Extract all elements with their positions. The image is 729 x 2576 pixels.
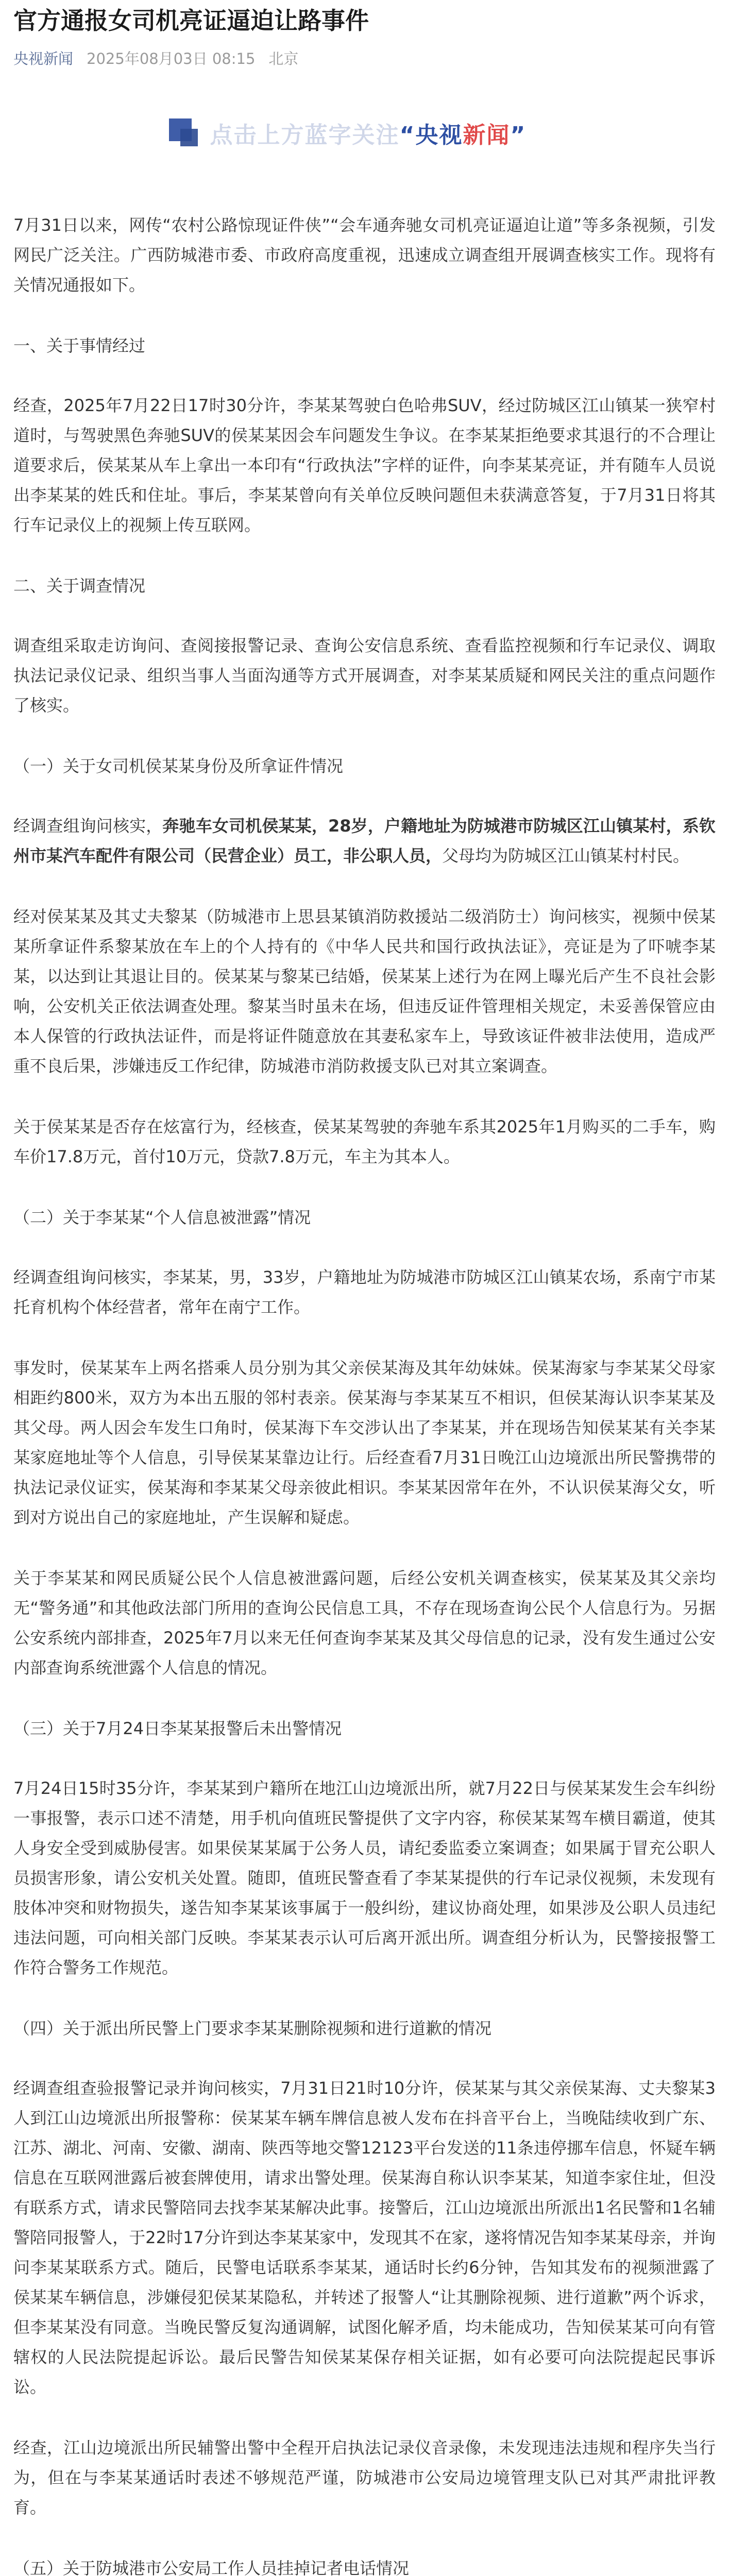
section-heading: 一、关于事情经过 [13, 336, 146, 355]
article-meta [13, 47, 716, 68]
paragraph: 调查组采取走访询问、查阅接报警记录、查询公安信息系统、查看监控视频和行车记录仪、调取执法记录仪记录、组织当事人当面沟通等方式开展调查，对李某某质疑和网民关注的重点问题作了核实。 [13, 636, 716, 715]
banner-open-quote: “ [399, 122, 416, 148]
paragraph: 关于侯某某是否存在炫富行为，经核查，侯某某驾驶的奔驰车系其2025年1月购买的二手车，购车价17.8万元，首付10万元，贷款7.8万元，车主为其本人。 [13, 1117, 716, 1166]
subsection-heading: （二）关于李某某“个人信息被泄露”情况 [13, 1208, 311, 1227]
banner-close-quote: ” [510, 122, 527, 148]
follow-banner[interactable] [169, 113, 561, 154]
subsection-heading: （四）关于派出所民警上门要求李某某删除视频和进行道歉的情况 [13, 2019, 492, 2038]
bold-text-run: 奔驰车女司机侯某某，28岁，户籍地址为防城港市防城区江山镇某村，系钦州市某汽车配件有限公司（民营企业）员工，非公职人员， [13, 816, 716, 866]
text-run: 经调查组询问核实， [13, 816, 163, 836]
article-body [13, 210, 716, 2576]
intro-paragraph: 7月31日以来，网传“农村公路惊现证件侠”“会车通奔驰女司机亮证逼迫让道”等多条视频，引发网民广泛关注。广西防城港市委、市政府高度重视，迅速成立调查组开展调查核实工作。现将有关情况通报如下。 [13, 215, 716, 295]
publish-datetime: 2025年08月03日 08:15 [87, 49, 256, 67]
banner-brand-a: 央视 [415, 122, 463, 148]
paragraph: 经调查组询问核实，李某某，男，33岁，户籍地址为防城港市防城区江山镇某农场，系南宁市某托育机构个体经营者，常年在南宁工作。 [13, 1267, 716, 1317]
subsection-heading: （一）关于女司机侯某某身份及所拿证件情况 [13, 756, 344, 776]
paragraph: 经调查组查验报警记录并询问核实，7月31日21时10分许，侯某某与其父亲侯某海、丈夫黎某3人到江山边境派出所报警称：侯某某车辆车牌信息被人发布在抖音平台上，当晚陆续收到广东、江苏、湖北、河南、安徽、湖南、陕西等地交警12123平台发送的11条违停挪车信息，怀疑车辆信息在互联网泄露后被套牌使用，请求出警处理。侯某海自称认识李某某，知道李家住址，但没有联系方式，请求民警陪同去找李某某解决此事。接警后，江山边境派出所派出1名民警和1名辅警陪同报警人，于22时17分许到达李某某家中，发现其不在家，遂将情况告知李某某母亲，并询问李某某联系方式。随后，民警电话联系李某某，通话时长约6分钟，告知其发布的视频泄露了侯某某车辆信息，涉嫌侵犯侯某某隐私，并转述了报警人“让其删除视频、进行道歉”两个诉求，但李某某没有同意。当晚民警反复沟通调解，试图化解矛盾，均未能成功，告知侯某某可向有管辖权的人民法院提起诉讼。最后民警告知侯某某保存相关证据，如有必要可向法院提起民事诉讼。 [13, 2078, 716, 2397]
paragraph: 经查，2025年7月22日17时30分许，李某某驾驶白色哈弗SUV，经过防城区江山镇某一狭窄村道时，与驾驶黑色奔驰SUV的侯某某因会车问题发生争议。在李某某拒绝要求其退行的不合理让道要求后，侯某某从车上拿出一本印有“行政执法”字样的证件，向李某某亮证，并有随车人员说出李某某的姓氏和住址。事后，李某某曾向有关单位反映问题但未获满意答复，于7月31日将其行车记录仪上的视频上传互联网。 [13, 396, 716, 535]
text-run: 父母均为防城区江山镇某村村民。 [442, 846, 690, 866]
subsection-heading: （五）关于防城港市公安局工作人员挂掉记者电话情况 [13, 2558, 410, 2576]
article-title: 官方通报女司机亮证逼迫让路事件 [13, 7, 369, 35]
publish-location: 北京 [268, 49, 299, 67]
source-link[interactable]: 央视新闻 [13, 49, 74, 67]
paragraph: 经对侯某某及其丈夫黎某（防城港市上思县某镇消防救援站二级消防士）询问核实，视频中侯某某所拿证件系黎某放在车上的个人持有的《中华人民共和国行政执法证》，亮证是为了吓唬李某某，以达到让其退让目的。侯某某与黎某已结婚，侯某某上述行为在网上曝光后产生不良社会影响，公安机关正依法调查处理。黎某当时虽未在场，但违反证件管理相关规定，未妥善保管应由本人保管的行政执法证件，而是将证件随意放在其妻私家车上，导致该证件被非法使用，造成严重不良后果，涉嫌违反工作纪律，防城港市消防救援支队已对其立案调查。 [13, 907, 716, 1076]
banner-text [210, 116, 527, 149]
paragraph: 7月24日15时35分许，李某某到户籍所在地江山边境派出所，就7月22日与侯某某发生会车纠纷一事报警，表示口述不清楚，用手机向值班民警提供了文字内容，称侯某某驾车横目霸道，使其人身安全受到威胁侵害。如果侯某某属于公务人员，请纪委监委立案调查；如果属于冒充公职人员损害形象，请公安机关处置。随即，值班民警查看了李某某提供的行车记录仪视频，未发现有肢体冲突和财物损失，遂告知李某某该事属于一般纠纷，建议协商处理，如果涉及公职人员违纪违法问题，可向相关部门反映。李某某表示认可后离开派出所。调查组分析认为，民警接报警工作符合警务工作规范。 [13, 1778, 716, 1977]
paragraph [13, 811, 716, 871]
paragraph: 经查，江山边境派出所民辅警出警中全程开启执法记录仪音录像，未发现违法违规和程序失当行为，但在与李某某通话时表述不够规范严谨，防城港市公安局边境管理支队已对其严肃批评教育。 [13, 2438, 716, 2517]
banner-prefix: 点击上方蓝字关注 [210, 122, 400, 148]
paragraph: 关于李某某和网民质疑公民个人信息被泄露问题，后经公安机关调查核实，侯某某及其父亲均无“警务通”和其他政法部门所用的查询公民信息工具，不存在现场查询公民个人信息行为。另据公安系统内部排查，2025年7月以来无任何查询李某某及其父母信息的记录，没有发生通过公安内部查询系统泄露个人信息的情况。 [13, 1568, 716, 1677]
section-heading: 二、关于调查情况 [13, 576, 146, 596]
banner-brand-b: 新闻 [463, 122, 511, 148]
paragraph: 事发时，侯某某车上两名搭乘人员分别为其父亲侯某海及其年幼妹妹。侯某海家与李某某父母家相距约800米，双方为本出五服的邻村表亲。侯某海与李某某互不相识，但侯某海认识李某某及其父母。两人因会车发生口角时，侯某海下车交涉认出了李某某，并在现场告知侯某某有关李某某家庭地址等个人信息，引导侯某某靠边让行。后经查看7月31日晚江山边境派出所民警携带的执法记录仪证实，侯某海和李某某父母亲彼此相识。李某某因常年在外，不认识侯某海父女，听到对方说出自己的家庭地址，产生误解和疑虑。 [13, 1358, 716, 1527]
subsection-heading: （三）关于7月24日李某某报警后未出警情况 [13, 1719, 342, 1738]
banner-logo-icon-overlay [180, 129, 198, 146]
